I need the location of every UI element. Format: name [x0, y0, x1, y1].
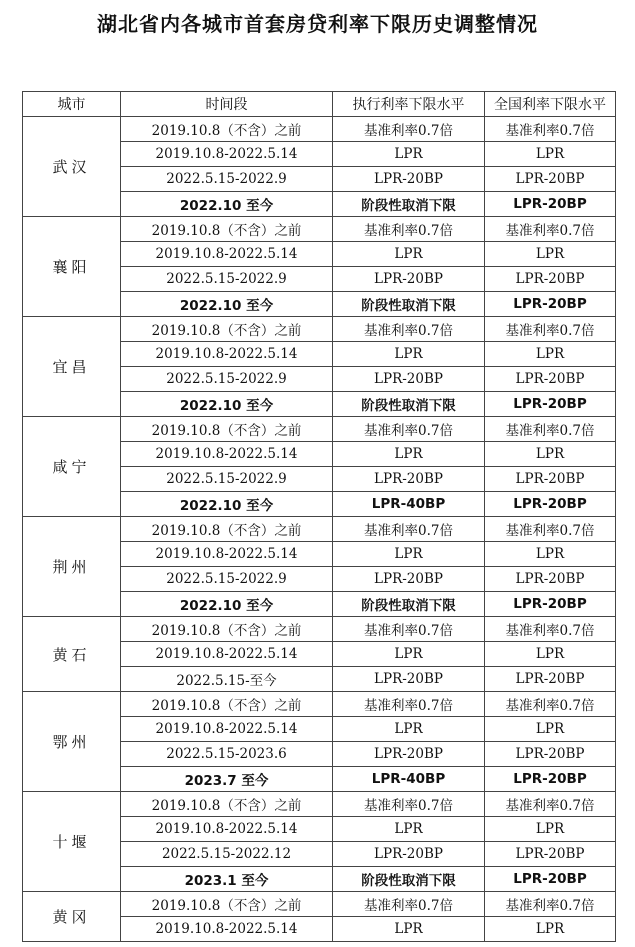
city-cell: 咸宁: [23, 417, 121, 517]
national-rate-cell: 基准利率0.7倍: [485, 417, 616, 442]
national-rate-cell: LPR: [485, 917, 616, 942]
rate-table: [22, 91, 616, 942]
exec-rate-cell: LPR: [333, 717, 485, 742]
national-rate-cell: LPR: [485, 642, 616, 667]
national-rate-cell: LPR: [485, 817, 616, 842]
exec-rate-cell: 基准利率0.7倍: [333, 892, 485, 917]
period-cell: 2019.10.8（不含）之前: [121, 692, 333, 717]
period-cell: 2019.10.8（不含）之前: [121, 892, 333, 917]
table-row: [23, 117, 616, 142]
period-cell: 2022.5.15-至今: [121, 667, 333, 692]
period-cell: 2022.5.15-2022.9: [121, 167, 333, 192]
header-national-rate: 全国利率下限水平: [485, 92, 616, 117]
national-rate-cell: LPR: [485, 342, 616, 367]
period-cell: 2022.5.15-2022.9: [121, 267, 333, 292]
city-cell: 黄石: [23, 617, 121, 692]
exec-rate-cell: LPR-20BP: [333, 667, 485, 692]
table-row: [23, 617, 616, 642]
period-cell: 2022.5.15-2022.9: [121, 367, 333, 392]
national-rate-cell: LPR: [485, 542, 616, 567]
national-rate-cell: 基准利率0.7倍: [485, 692, 616, 717]
city-cell: 十堰: [23, 792, 121, 892]
national-rate-cell: LPR-20BP: [485, 867, 616, 892]
header-period: 时间段: [121, 92, 333, 117]
period-cell: 2022.10 至今: [121, 492, 333, 517]
city-cell: 宜昌: [23, 317, 121, 417]
exec-rate-cell: LPR: [333, 917, 485, 942]
exec-rate-cell: LPR-20BP: [333, 467, 485, 492]
table-row: [23, 892, 616, 917]
period-cell: 2019.10.8-2022.5.14: [121, 142, 333, 167]
national-rate-cell: LPR-20BP: [485, 367, 616, 392]
period-cell: 2019.10.8-2022.5.14: [121, 242, 333, 267]
table-row: [23, 417, 616, 442]
exec-rate-cell: LPR: [333, 642, 485, 667]
exec-rate-cell: 阶段性取消下限: [333, 292, 485, 317]
exec-rate-cell: LPR: [333, 342, 485, 367]
exec-rate-cell: LPR-20BP: [333, 167, 485, 192]
exec-rate-cell: LPR: [333, 242, 485, 267]
national-rate-cell: LPR-20BP: [485, 467, 616, 492]
national-rate-cell: LPR-20BP: [485, 167, 616, 192]
national-rate-cell: LPR-20BP: [485, 742, 616, 767]
national-rate-cell: LPR: [485, 442, 616, 467]
exec-rate-cell: 阶段性取消下限: [333, 192, 485, 217]
national-rate-cell: LPR: [485, 717, 616, 742]
exec-rate-cell: LPR-40BP: [333, 492, 485, 517]
period-cell: 2022.5.15-2023.6: [121, 742, 333, 767]
city-cell: 武汉: [23, 117, 121, 217]
national-rate-cell: LPR-20BP: [485, 842, 616, 867]
period-cell: 2019.10.8（不含）之前: [121, 117, 333, 142]
period-cell: 2022.5.15-2022.12: [121, 842, 333, 867]
exec-rate-cell: LPR: [333, 442, 485, 467]
period-cell: 2019.10.8（不含）之前: [121, 417, 333, 442]
period-cell: 2023.7 至今: [121, 767, 333, 792]
period-cell: 2019.10.8（不含）之前: [121, 617, 333, 642]
national-rate-cell: 基准利率0.7倍: [485, 792, 616, 817]
page-title: 湖北省内各城市首套房贷利率下限历史调整情况: [97, 12, 538, 36]
exec-rate-cell: LPR-20BP: [333, 367, 485, 392]
exec-rate-cell: 基准利率0.7倍: [333, 317, 485, 342]
city-cell: 黄冈: [23, 892, 121, 942]
period-cell: 2019.10.8-2022.5.14: [121, 342, 333, 367]
period-cell: 2019.10.8-2022.5.14: [121, 542, 333, 567]
header-city: 城市: [23, 92, 121, 117]
national-rate-cell: LPR-20BP: [485, 592, 616, 617]
exec-rate-cell: LPR: [333, 542, 485, 567]
national-rate-cell: LPR-20BP: [485, 292, 616, 317]
national-rate-cell: LPR-20BP: [485, 492, 616, 517]
exec-rate-cell: 基准利率0.7倍: [333, 217, 485, 242]
period-cell: 2022.10 至今: [121, 192, 333, 217]
table-row: [23, 692, 616, 717]
table-row: [23, 317, 616, 342]
period-cell: 2019.10.8（不含）之前: [121, 317, 333, 342]
national-rate-cell: 基准利率0.7倍: [485, 617, 616, 642]
table-header-row: [23, 92, 616, 117]
national-rate-cell: LPR-20BP: [485, 567, 616, 592]
period-cell: 2019.10.8-2022.5.14: [121, 817, 333, 842]
city-cell: 荆州: [23, 517, 121, 617]
exec-rate-cell: 阶段性取消下限: [333, 592, 485, 617]
national-rate-cell: 基准利率0.7倍: [485, 117, 616, 142]
national-rate-cell: LPR: [485, 242, 616, 267]
exec-rate-cell: 基准利率0.7倍: [333, 692, 485, 717]
exec-rate-cell: 基准利率0.7倍: [333, 417, 485, 442]
period-cell: 2022.5.15-2022.9: [121, 467, 333, 492]
table-row: [23, 517, 616, 542]
national-rate-cell: 基准利率0.7倍: [485, 217, 616, 242]
city-cell: 襄阳: [23, 217, 121, 317]
period-cell: 2022.10 至今: [121, 592, 333, 617]
exec-rate-cell: LPR: [333, 142, 485, 167]
exec-rate-cell: 基准利率0.7倍: [333, 117, 485, 142]
exec-rate-cell: LPR-40BP: [333, 767, 485, 792]
city-cell: 鄂州: [23, 692, 121, 792]
exec-rate-cell: LPR-20BP: [333, 842, 485, 867]
period-cell: 2019.10.8-2022.5.14: [121, 442, 333, 467]
period-cell: 2019.10.8-2022.5.14: [121, 642, 333, 667]
exec-rate-cell: LPR-20BP: [333, 742, 485, 767]
national-rate-cell: LPR-20BP: [485, 267, 616, 292]
exec-rate-cell: LPR-20BP: [333, 567, 485, 592]
exec-rate-cell: 基准利率0.7倍: [333, 617, 485, 642]
period-cell: 2022.10 至今: [121, 292, 333, 317]
header-exec-rate: 执行利率下限水平: [333, 92, 485, 117]
period-cell: 2019.10.8-2022.5.14: [121, 717, 333, 742]
period-cell: 2019.10.8（不含）之前: [121, 792, 333, 817]
period-cell: 2022.10 至今: [121, 392, 333, 417]
exec-rate-cell: 阶段性取消下限: [333, 867, 485, 892]
period-cell: 2019.10.8（不含）之前: [121, 217, 333, 242]
period-cell: 2019.10.8（不含）之前: [121, 517, 333, 542]
exec-rate-cell: 基准利率0.7倍: [333, 517, 485, 542]
national-rate-cell: LPR-20BP: [485, 667, 616, 692]
period-cell: 2022.5.15-2022.9: [121, 567, 333, 592]
national-rate-cell: LPR-20BP: [485, 392, 616, 417]
national-rate-cell: 基准利率0.7倍: [485, 317, 616, 342]
national-rate-cell: 基准利率0.7倍: [485, 517, 616, 542]
period-cell: 2023.1 至今: [121, 867, 333, 892]
table-row: [23, 217, 616, 242]
national-rate-cell: 基准利率0.7倍: [485, 892, 616, 917]
period-cell: 2019.10.8-2022.5.14: [121, 917, 333, 942]
table-row: [23, 792, 616, 817]
table-body: [23, 117, 616, 942]
national-rate-cell: LPR-20BP: [485, 192, 616, 217]
national-rate-cell: LPR-20BP: [485, 767, 616, 792]
exec-rate-cell: 阶段性取消下限: [333, 392, 485, 417]
exec-rate-cell: 基准利率0.7倍: [333, 792, 485, 817]
exec-rate-cell: LPR-20BP: [333, 267, 485, 292]
exec-rate-cell: LPR: [333, 817, 485, 842]
national-rate-cell: LPR: [485, 142, 616, 167]
